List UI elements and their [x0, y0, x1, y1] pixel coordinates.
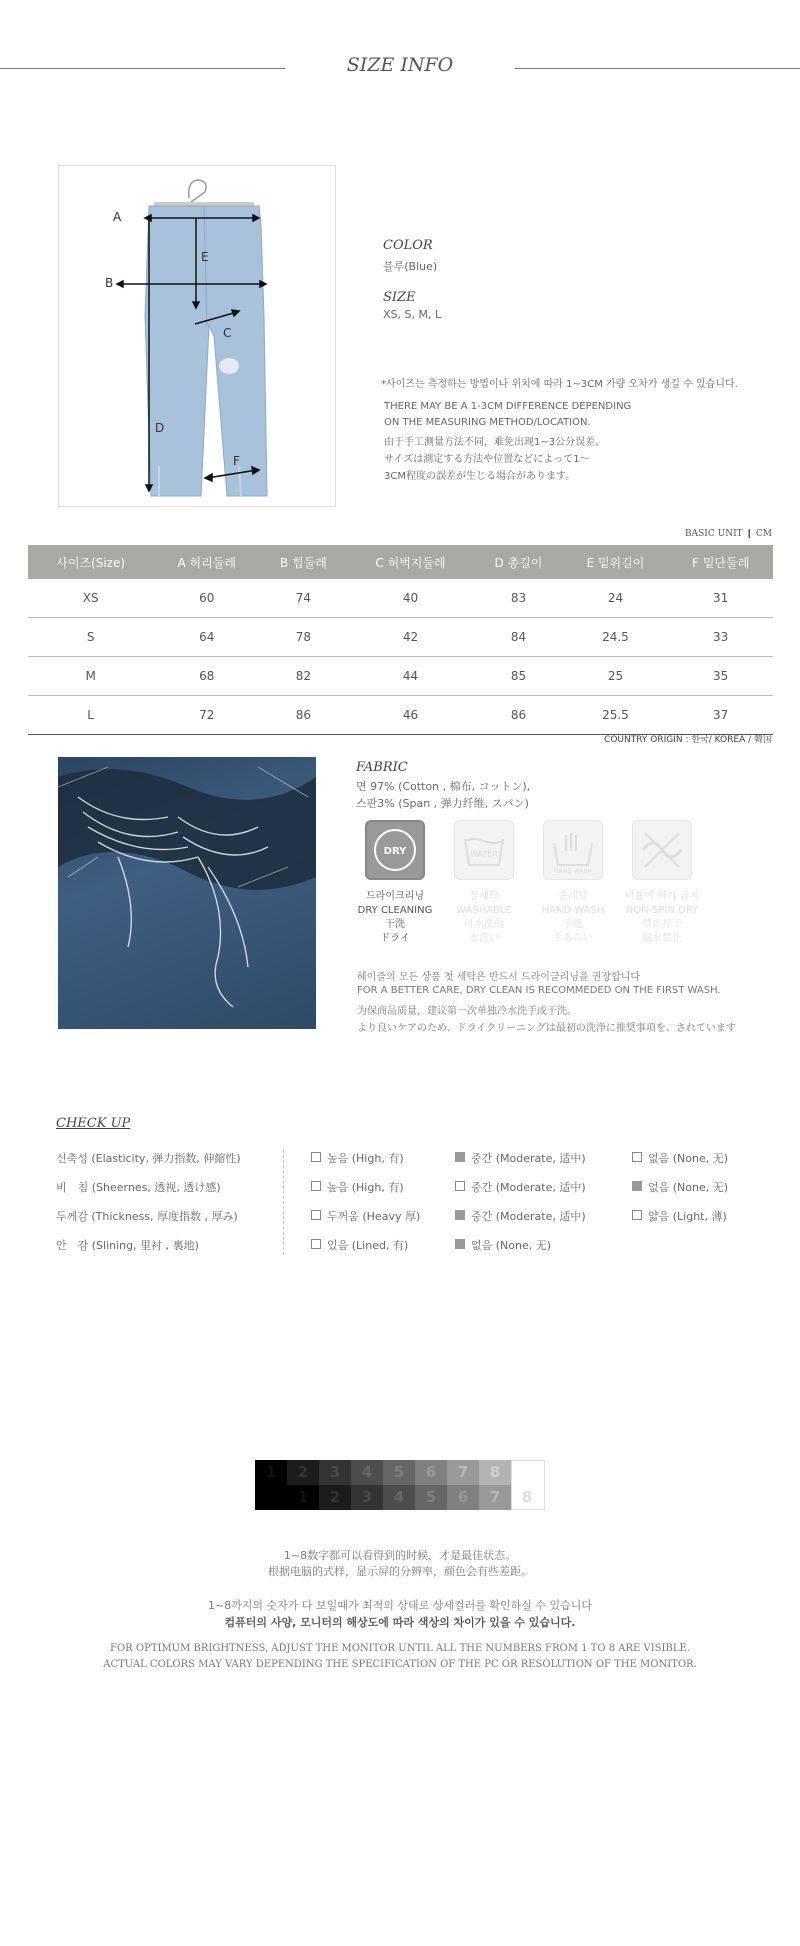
- size-note-jp-2: 3CM程度の誤差が生じる場合があります。: [384, 471, 576, 482]
- table-cell: 40: [347, 579, 475, 618]
- table-cell: 74: [260, 579, 346, 618]
- checkbox-icon: [632, 1210, 642, 1220]
- measure-label-a: A: [113, 210, 122, 224]
- table-cell: XS: [28, 579, 153, 618]
- svg-text:HAND WASH: HAND WASH: [554, 868, 592, 875]
- gradient-cell: 6: [415, 1460, 447, 1485]
- size-note-kr: *사이즈는 측정하는 방법이나 위치에 따라 1~3CM 가량 오차가 생길 수 있습니다.: [381, 379, 738, 390]
- checkbox-checked-icon: [455, 1152, 465, 1162]
- gradient-cell: 2: [319, 1485, 351, 1510]
- size-note-en-1: THERE MAY BE A 1-3CM DIFFERENCE DEPENDING: [384, 401, 632, 412]
- no-wring-icon: [632, 820, 692, 880]
- hand-wash-icon: [543, 820, 603, 880]
- option-lining-lined: 있음 (Lined, 有): [311, 1237, 408, 1253]
- gradient-cell: 7: [447, 1460, 479, 1485]
- col-waist: A 허리둘레: [153, 545, 260, 579]
- option-elasticity-high: 높음 (High, 有): [311, 1150, 404, 1166]
- table-cell: 44: [347, 657, 475, 696]
- checkbox-icon: [311, 1152, 321, 1162]
- checkup-title: CHECK UP: [56, 1116, 131, 1131]
- option-thickness-moderate: 중간 (Moderate, 适中): [455, 1208, 586, 1224]
- table-cell: L: [28, 696, 153, 735]
- table-cell: M: [28, 657, 153, 696]
- size-table-header: [28, 545, 773, 579]
- table-cell: 64: [153, 618, 260, 657]
- table-cell: 25: [563, 657, 669, 696]
- size-note-jp-1: サイズは測定する方法や位置などによって1～: [384, 454, 590, 465]
- checkup-label-thickness: 두께감 (Thickness, 厚度指数 , 厚み): [56, 1210, 238, 1223]
- monitor-note-kr-1: 1~8까지의 숫자가 다 보일때가 최적의 상태로 상세컬러를 확인하실 수 있습니다: [207, 1599, 593, 1612]
- gradient-cell: 4: [351, 1460, 383, 1485]
- gradient-cell: 3: [351, 1485, 383, 1510]
- size-table: [28, 545, 773, 735]
- monitor-gradient-chart: [255, 1460, 543, 1510]
- checkbox-icon: [455, 1181, 465, 1191]
- table-cell: 46: [347, 696, 475, 735]
- fabric-line-1: 면 97% (Cotton , 棉布, コットン),: [356, 780, 531, 793]
- table-cell: 60: [153, 579, 260, 618]
- checkup-label-elasticity: 신축성 (Elasticity, 弹力指数, 伸縮性): [56, 1152, 241, 1165]
- gradient-cell: 6: [447, 1485, 479, 1510]
- gradient-cell: 1: [255, 1460, 287, 1510]
- option-thickness-light: 얇음 (Light, 薄): [632, 1208, 727, 1224]
- table-cell: 84: [474, 618, 562, 657]
- monitor-note-en-2: ACTUAL COLORS MAY VARY DEPENDING THE SPECIFICATION OF THE PC OR RESOLUTION OF THE MONITOR.: [103, 1659, 697, 1670]
- table-cell: 68: [153, 657, 260, 696]
- wash-note-en: FOR A BETTER CARE, DRY CLEAN IS RECOMMEDED ON THE FIRST WASH.: [357, 985, 721, 996]
- table-cell: 83: [474, 579, 562, 618]
- table-cell: 42: [347, 618, 475, 657]
- measure-label-d: D: [155, 421, 165, 435]
- checkbox-icon: [311, 1210, 321, 1220]
- table-cell: S: [28, 618, 153, 657]
- gradient-cell: 5: [415, 1485, 447, 1510]
- gradient-cell: 5: [383, 1460, 415, 1485]
- monitor-note-kr-2: 컴퓨터의 사양, 모니터의 해상도에 따라 색상의 차이가 있을 수 있습니다.: [224, 1616, 576, 1629]
- fabric-label: FABRIC: [356, 760, 408, 775]
- country-origin: COUNTRY ORIGIN : 한국/ KOREA / 韓国: [604, 735, 772, 745]
- option-lining-none: 없음 (None, 无): [455, 1237, 551, 1253]
- denim-texture: [58, 757, 316, 1029]
- col-thigh: C 허벅지둘레: [347, 545, 475, 579]
- table-row: [28, 696, 773, 735]
- checkbox-checked-icon: [455, 1210, 465, 1220]
- col-hem: F 밑단둘레: [668, 545, 773, 579]
- table-cell: 78: [260, 618, 346, 657]
- size-label: SIZE: [383, 290, 416, 305]
- gradient-cell: 8: [521, 1488, 533, 1506]
- table-cell: 72: [153, 696, 260, 735]
- measure-label-b: B: [105, 276, 114, 290]
- checkbox-icon: [311, 1181, 321, 1191]
- table-cell: 35: [668, 657, 773, 696]
- care-text-nospin: 비틀어 짜기 금지 NON-SPIN DRY 禁止拧干 脱水禁止: [625, 891, 699, 944]
- table-row: [28, 657, 773, 696]
- checkup-label-lining: 안 감 (Slining, 里衬 , 裏地): [56, 1239, 199, 1252]
- table-cell: 37: [668, 696, 773, 735]
- table-cell: 85: [474, 657, 562, 696]
- measure-label-e: E: [201, 250, 209, 264]
- wash-note-cn: 为保商品质量，建议第一次单独冷水洗手或干洗。: [357, 1006, 577, 1017]
- checkbox-icon: [632, 1152, 642, 1162]
- page-title: SIZE INFO: [346, 54, 454, 76]
- option-elasticity-none: 없음 (None, 无): [632, 1150, 728, 1166]
- gradient-cell: 1: [287, 1485, 319, 1510]
- color-label: COLOR: [383, 238, 433, 253]
- wash-note-kr: 헤이즐의 모든 상품 첫 세탁은 반드시 드라이클리닝을 권장합니다: [357, 972, 641, 983]
- gradient-cell: 8: [479, 1460, 511, 1485]
- col-hip: B 힙둘레: [260, 545, 346, 579]
- table-cell: 86: [474, 696, 562, 735]
- machine-wash-icon: [454, 820, 514, 880]
- monitor-note-cn-2: 根据电脑的式样，显示屏的分辨率，颜色会有些差距。: [268, 1565, 532, 1578]
- gradient-cell: 3: [319, 1460, 351, 1485]
- gradient-cell: 7: [479, 1485, 511, 1510]
- table-cell: 86: [260, 696, 346, 735]
- table-cell: 24: [563, 579, 669, 618]
- measure-label-c: C: [223, 326, 232, 340]
- dry-clean-icon: [365, 820, 425, 880]
- option-elasticity-moderate: 중간 (Moderate, 适中): [455, 1150, 586, 1166]
- jeans-diagram: [59, 166, 335, 506]
- col-rise: E 밑위길이: [563, 545, 669, 579]
- col-size: 사이즈(Size): [28, 545, 153, 579]
- table-row: [28, 579, 773, 618]
- fabric-line-2: 스판3% (Span , 弹力纤维, スパン): [356, 797, 529, 810]
- care-text-dry: 드라이크리닝 DRY CLEANING 干洗 ドライ: [357, 891, 433, 944]
- basic-unit-label: BASIC UNIT ❙ CM: [685, 529, 772, 539]
- table-cell: 31: [668, 579, 773, 618]
- size-value: XS, S, M, L: [383, 308, 442, 321]
- checkbox-icon: [311, 1239, 321, 1249]
- checkbox-checked-icon: [632, 1181, 642, 1191]
- monitor-note-cn-1: 1~8数字都可以看得到的时候，才是最佳状态。: [283, 1549, 517, 1562]
- checkup-label-sheerness: 비 침 (Sheernes, 透视, 透け感): [56, 1181, 221, 1194]
- option-sheerness-none: 없음 (None, 无): [632, 1179, 728, 1195]
- table-cell: 24.5: [563, 618, 669, 657]
- fabric-closeup-image: [58, 757, 316, 1029]
- option-sheerness-moderate: 중간 (Moderate, 适中): [455, 1179, 586, 1195]
- care-text-water: 물세탁 WASHABLE 可水洗的 水洗い: [456, 891, 512, 944]
- jeans-measurement-image: [58, 165, 336, 507]
- checkbox-checked-icon: [455, 1239, 465, 1249]
- table-row: [28, 618, 773, 657]
- svg-text:DRY: DRY: [383, 846, 407, 857]
- measure-label-f: F: [233, 454, 240, 468]
- monitor-note-en-1: FOR OPTIMUM BRIGHTNESS, ADJUST THE MONITOR UNTIL ALL THE NUMBERS FROM 1 TO 8 ARE VISIBLE.: [110, 1643, 690, 1654]
- option-thickness-heavy: 두꺼움 (Heavy 厚): [311, 1208, 420, 1224]
- care-text-hand: 손세탁 HAND WASH 手洗 手あらい: [541, 891, 605, 944]
- table-cell: 33: [668, 618, 773, 657]
- table-cell: 25.5: [563, 696, 669, 735]
- col-length: D 총길이: [474, 545, 562, 579]
- gradient-cell: 4: [383, 1485, 415, 1510]
- color-value: 블루(Blue): [383, 260, 438, 273]
- wash-note-jp: より良いケアのため、ドライクリーニングは最初の洗浄に推奨事項を、されています: [357, 1023, 736, 1034]
- gradient-cell: 2: [287, 1460, 319, 1485]
- svg-text:WATER: WATER: [470, 850, 498, 859]
- table-cell: 82: [260, 657, 346, 696]
- size-note-en-2: ON THE MEASURING METHOD/LOCATION.: [384, 417, 591, 428]
- checkup-divider: [283, 1150, 284, 1255]
- size-note-cn: 由于手工测量方法不同，难免出现1~3公分误差。: [384, 437, 606, 448]
- option-sheerness-high: 높음 (High, 有): [311, 1179, 404, 1195]
